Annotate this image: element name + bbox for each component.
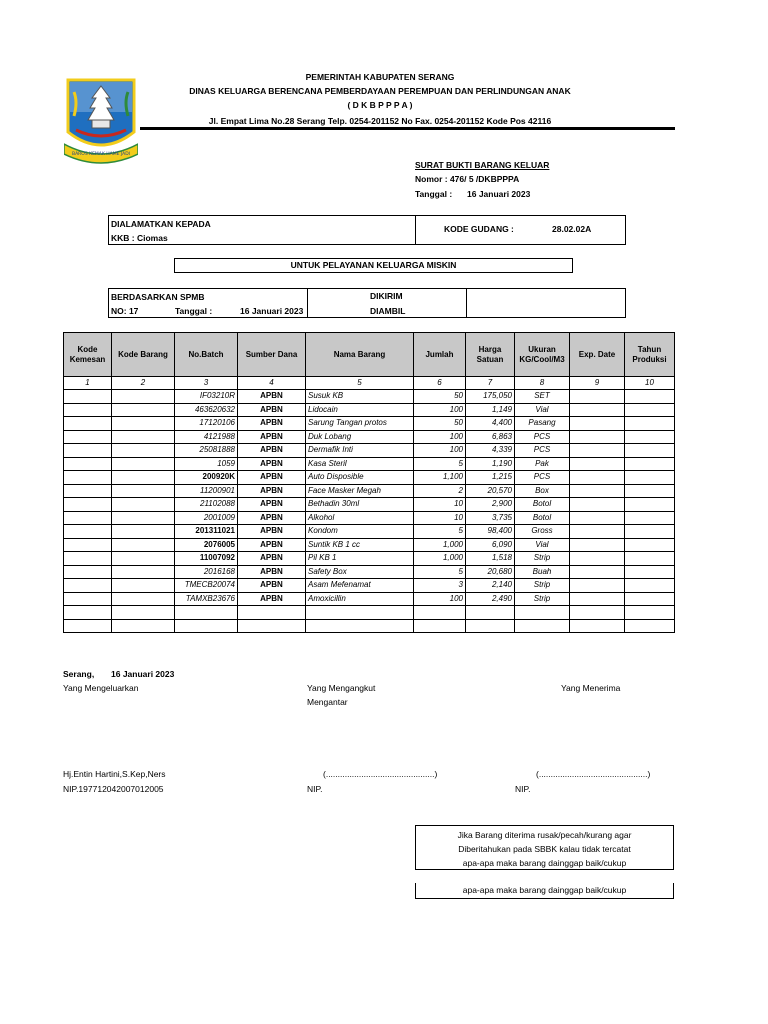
cell-harga-satuan: 2,900 xyxy=(466,498,515,512)
cell-ukuran: PCS xyxy=(515,444,570,458)
cell-nama-barang: Susuk KB xyxy=(306,390,414,404)
cell-kode-kemesan xyxy=(64,457,112,471)
cell-tahun-produksi xyxy=(625,565,675,579)
yang-mengangkut: Yang Mengangkut xyxy=(307,683,376,693)
spmb-divider-2 xyxy=(466,288,467,318)
cell-harga-satuan: 2,490 xyxy=(466,592,515,606)
cell-empty xyxy=(238,606,306,620)
cell-exp-date xyxy=(570,579,625,593)
cell-harga-satuan: 6,863 xyxy=(466,430,515,444)
cell-kode-barang xyxy=(112,525,175,539)
cell-sumber-dana: APBN xyxy=(238,579,306,593)
cell-ukuran: PCS xyxy=(515,430,570,444)
cell-kode-kemesan xyxy=(64,417,112,431)
items-table xyxy=(63,332,675,633)
cell-harga-satuan: 4,339 xyxy=(466,444,515,458)
cell-tahun-produksi xyxy=(625,525,675,539)
cell-jumlah: 50 xyxy=(414,417,466,431)
cell-nama-barang: Dermafik Inti xyxy=(306,444,414,458)
cell-kode-kemesan xyxy=(64,403,112,417)
header-line2: DINAS KELUARGA BERENCANA PEMBERDAYAAN PEREMPUAN DAN PERLINDUNGAN ANAK xyxy=(189,86,571,96)
cell-kode-barang xyxy=(112,457,175,471)
cell-empty xyxy=(112,619,175,633)
cell-kode-barang xyxy=(112,592,175,606)
cell-kode-kemesan xyxy=(64,471,112,485)
table-row xyxy=(64,457,675,471)
cell-empty xyxy=(112,606,175,620)
cell-exp-date xyxy=(570,417,625,431)
cell-nama-barang: Asam Mefenamat xyxy=(306,579,414,593)
cell-nama-barang: Alkohol xyxy=(306,511,414,525)
cell-nama-barang: Pil KB 1 xyxy=(306,552,414,566)
spmb-tanggal-label: Tanggal : xyxy=(175,306,213,316)
cell-kode-barang xyxy=(112,511,175,525)
cell-empty xyxy=(466,606,515,620)
cell-jumlah: 100 xyxy=(414,403,466,417)
spmb-divider-1 xyxy=(307,288,308,318)
cell-harga-satuan: 175,050 xyxy=(466,390,515,404)
cell-nama-barang: Kasa Steril xyxy=(306,457,414,471)
cell-ukuran: Buah xyxy=(515,565,570,579)
cell-kode-kemesan xyxy=(64,484,112,498)
cell-jumlah: 10 xyxy=(414,498,466,512)
cell-ukuran: Botol xyxy=(515,511,570,525)
table-row xyxy=(64,498,675,512)
cell-tahun-produksi xyxy=(625,403,675,417)
cell-empty xyxy=(466,619,515,633)
cell-exp-date xyxy=(570,538,625,552)
cell-jumlah: 5 xyxy=(414,565,466,579)
table-row xyxy=(64,525,675,539)
cell-exp-date xyxy=(570,565,625,579)
table-row xyxy=(64,484,675,498)
cell-kode-barang xyxy=(112,417,175,431)
sign-place: Serang, xyxy=(63,669,95,679)
cell-empty xyxy=(175,619,238,633)
cell-exp-date xyxy=(570,403,625,417)
yang-menerima: Yang Menerima xyxy=(561,683,621,693)
cell-no-batch: 200920K xyxy=(175,471,238,485)
notice-line3: apa-apa maka barang dainggap baik/cukup xyxy=(462,858,627,868)
cell-sumber-dana: APBN xyxy=(238,592,306,606)
cell-jumlah: 1,000 xyxy=(414,552,466,566)
cell-no-batch: 11007092 xyxy=(175,552,238,566)
cell-exp-date xyxy=(570,498,625,512)
table-row xyxy=(64,538,675,552)
cell-empty xyxy=(306,619,414,633)
col-number: 8 xyxy=(515,377,570,390)
cell-nama-barang: Suntik KB 1 cc xyxy=(306,538,414,552)
cell-jumlah: 50 xyxy=(414,390,466,404)
cell-nama-barang: Bethadin 30ml xyxy=(306,498,414,512)
cell-jumlah: 100 xyxy=(414,592,466,606)
cell-jumlah: 3 xyxy=(414,579,466,593)
cell-kode-barang xyxy=(112,552,175,566)
table-row-empty xyxy=(64,619,675,633)
cell-nama-barang: Lidocain xyxy=(306,403,414,417)
cell-empty xyxy=(570,619,625,633)
receiver-dots: (..............................................) xyxy=(536,769,651,779)
sign-date: 16 Januari 2023 xyxy=(111,669,175,679)
col-number: 10 xyxy=(625,377,675,390)
col-number: 9 xyxy=(570,377,625,390)
cell-jumlah: 5 xyxy=(414,525,466,539)
cell-exp-date xyxy=(570,525,625,539)
cell-harga-satuan: 20,570 xyxy=(466,484,515,498)
cell-ukuran: Strip xyxy=(515,552,570,566)
cell-empty xyxy=(570,606,625,620)
cell-jumlah: 10 xyxy=(414,511,466,525)
col-header-sumber-dana: Sumber Dana xyxy=(238,333,306,377)
table-row xyxy=(64,579,675,593)
notice-box xyxy=(415,825,674,870)
cell-empty xyxy=(414,619,466,633)
kode-gudang-label: KODE GUDANG : xyxy=(444,224,514,234)
yang-mengeluarkan: Yang Mengeluarkan xyxy=(63,683,139,693)
cell-harga-satuan: 3,735 xyxy=(466,511,515,525)
cell-harga-satuan: 98,400 xyxy=(466,525,515,539)
cell-nama-barang: Safety Box xyxy=(306,565,414,579)
cell-sumber-dana: APBN xyxy=(238,471,306,485)
col-number: 7 xyxy=(466,377,515,390)
cell-kode-kemesan xyxy=(64,511,112,525)
table-row xyxy=(64,471,675,485)
cell-sumber-dana: APBN xyxy=(238,403,306,417)
cell-exp-date xyxy=(570,552,625,566)
cell-kode-kemesan xyxy=(64,390,112,404)
cell-sumber-dana: APBN xyxy=(238,538,306,552)
header-line3: ( D K B P P P A ) xyxy=(347,100,413,110)
table-row xyxy=(64,592,675,606)
cell-kode-barang xyxy=(112,538,175,552)
cell-tahun-produksi xyxy=(625,430,675,444)
header-divider xyxy=(140,127,675,130)
cell-ukuran: Vial xyxy=(515,403,570,417)
cell-harga-satuan: 2,140 xyxy=(466,579,515,593)
cell-empty xyxy=(414,606,466,620)
cell-exp-date xyxy=(570,444,625,458)
cell-harga-satuan: 1,149 xyxy=(466,403,515,417)
cell-nama-barang: Kondom xyxy=(306,525,414,539)
cell-sumber-dana: APBN xyxy=(238,430,306,444)
col-number: 5 xyxy=(306,377,414,390)
cell-nama-barang: Sarung Tangan protos xyxy=(306,417,414,431)
signatory-name: Hj.Entin Hartini,S.Kep,Ners xyxy=(63,769,166,779)
signatory-nip: NIP.197712042007012005 xyxy=(63,784,164,794)
cell-no-batch: TAMXB23676 xyxy=(175,592,238,606)
svg-text:BAROS KEMAK HAME JADI: BAROS KEMAK HAME JADI xyxy=(72,152,130,157)
cell-tahun-produksi xyxy=(625,471,675,485)
col-number: 3 xyxy=(175,377,238,390)
spmb-label: BERDASARKAN SPMB xyxy=(111,292,205,302)
col-number: 2 xyxy=(112,377,175,390)
cell-sumber-dana: APBN xyxy=(238,484,306,498)
cell-no-batch: 463620632 xyxy=(175,403,238,417)
col-header-exp-date: Exp. Date xyxy=(570,333,625,377)
cell-kode-kemesan xyxy=(64,592,112,606)
cell-exp-date xyxy=(570,471,625,485)
mengantar: Mengantar xyxy=(307,697,348,707)
table-row xyxy=(64,390,675,404)
cell-empty xyxy=(625,619,675,633)
cell-harga-satuan: 6,090 xyxy=(466,538,515,552)
cell-harga-satuan: 20,680 xyxy=(466,565,515,579)
header-line1: PEMERINTAH KABUPATEN SERANG xyxy=(305,72,455,82)
cell-ukuran: Strip xyxy=(515,592,570,606)
cell-tahun-produksi xyxy=(625,390,675,404)
cell-no-batch: 21102088 xyxy=(175,498,238,512)
address-kkb: KKB : Ciomas xyxy=(111,233,168,243)
cell-no-batch: 11200901 xyxy=(175,484,238,498)
cell-kode-kemesan xyxy=(64,444,112,458)
cell-ukuran: Strip xyxy=(515,579,570,593)
cell-kode-barang xyxy=(112,390,175,404)
cell-exp-date xyxy=(570,457,625,471)
cell-sumber-dana: APBN xyxy=(238,390,306,404)
cell-tahun-produksi xyxy=(625,592,675,606)
cell-nama-barang: Duk Lobang xyxy=(306,430,414,444)
letter-title: SURAT BUKTI BARANG KELUAR xyxy=(415,160,550,170)
cell-empty xyxy=(64,606,112,620)
col-header-kode-barang: Kode Barang xyxy=(112,333,175,377)
cell-ukuran: Box xyxy=(515,484,570,498)
cell-exp-date xyxy=(570,484,625,498)
carrier-nip: NIP. xyxy=(307,784,323,794)
spmb-tanggal-value: 16 Januari 2023 xyxy=(240,306,304,316)
cell-ukuran: PCS xyxy=(515,471,570,485)
cell-empty xyxy=(175,606,238,620)
col-header-ukuran: Ukuran KG/Cool/M3 xyxy=(515,333,570,377)
cell-ukuran: Vial xyxy=(515,538,570,552)
cell-kode-kemesan xyxy=(64,579,112,593)
cell-kode-barang xyxy=(112,484,175,498)
cell-empty xyxy=(515,606,570,620)
cell-kode-kemesan xyxy=(64,498,112,512)
cell-sumber-dana: APBN xyxy=(238,417,306,431)
cell-kode-barang xyxy=(112,498,175,512)
cell-jumlah: 2 xyxy=(414,484,466,498)
cell-no-batch: 1059 xyxy=(175,457,238,471)
notice-box-2: apa-apa maka barang dainggap baik/cukup xyxy=(415,883,674,899)
cell-tahun-produksi xyxy=(625,538,675,552)
cell-harga-satuan: 1,215 xyxy=(466,471,515,485)
spmb-dikirim: DIKIRIM xyxy=(370,291,403,301)
cell-kode-barang xyxy=(112,565,175,579)
cell-no-batch: 2016168 xyxy=(175,565,238,579)
notice-line2: Diberitahukan pada SBBK kalau tidak tercatat xyxy=(458,844,631,854)
cell-sumber-dana: APBN xyxy=(238,498,306,512)
table-row xyxy=(64,444,675,458)
cell-exp-date xyxy=(570,390,625,404)
cell-kode-barang xyxy=(112,403,175,417)
cell-jumlah: 1,100 xyxy=(414,471,466,485)
cell-no-batch: 201311021 xyxy=(175,525,238,539)
cell-exp-date xyxy=(570,430,625,444)
cell-tahun-produksi xyxy=(625,444,675,458)
receiver-nip: NIP. xyxy=(515,784,531,794)
cell-no-batch: 2076005 xyxy=(175,538,238,552)
cell-kode-barang xyxy=(112,579,175,593)
cell-kode-kemesan xyxy=(64,538,112,552)
cell-empty xyxy=(64,619,112,633)
cell-no-batch: 2001009 xyxy=(175,511,238,525)
kode-gudang-value: 28.02.02A xyxy=(552,224,592,234)
cell-tahun-produksi xyxy=(625,552,675,566)
cell-harga-satuan: 1,190 xyxy=(466,457,515,471)
spmb-no: NO: 17 xyxy=(111,306,139,316)
cell-no-batch: 4121988 xyxy=(175,430,238,444)
cell-ukuran: SET xyxy=(515,390,570,404)
cell-kode-barang xyxy=(112,430,175,444)
cell-ukuran: Gross xyxy=(515,525,570,539)
banner: UNTUK PELAYANAN KELUARGA MISKIN xyxy=(174,258,573,273)
cell-exp-date xyxy=(570,592,625,606)
cell-tahun-produksi xyxy=(625,511,675,525)
col-header-nama-barang: Nama Barang xyxy=(306,333,414,377)
letter-tanggal-label: Tanggal : xyxy=(415,189,453,199)
table-row xyxy=(64,565,675,579)
cell-tahun-produksi xyxy=(625,484,675,498)
col-header-harga-satuan: Harga Satuan xyxy=(466,333,515,377)
kabupaten-serang-logo xyxy=(64,72,138,170)
cell-empty xyxy=(625,606,675,620)
col-header-no-batch: No.Batch xyxy=(175,333,238,377)
cell-tahun-produksi xyxy=(625,457,675,471)
table-row xyxy=(64,403,675,417)
cell-sumber-dana: APBN xyxy=(238,444,306,458)
cell-no-batch: 25081888 xyxy=(175,444,238,458)
letter-tanggal-value: 16 Januari 2023 xyxy=(467,189,531,199)
cell-empty xyxy=(306,606,414,620)
column-number-row xyxy=(64,377,675,390)
cell-nama-barang: Auto Disposible xyxy=(306,471,414,485)
cell-jumlah: 1,000 xyxy=(414,538,466,552)
cell-ukuran: Pak xyxy=(515,457,570,471)
cell-sumber-dana: APBN xyxy=(238,565,306,579)
col-header-kode-kemesan: Kode Kemesan xyxy=(64,333,112,377)
table-row-empty xyxy=(64,606,675,620)
col-number: 6 xyxy=(414,377,466,390)
cell-sumber-dana: APBN xyxy=(238,457,306,471)
cell-tahun-produksi xyxy=(625,498,675,512)
cell-no-batch: TMECB20074 xyxy=(175,579,238,593)
header-address: Jl. Empat Lima No.28 Serang Telp. 0254-201152 No Fax. 0254-201152 Kode Pos 42116 xyxy=(208,116,552,126)
cell-jumlah: 100 xyxy=(414,430,466,444)
cell-kode-kemesan xyxy=(64,552,112,566)
table-row xyxy=(64,552,675,566)
cell-empty xyxy=(515,619,570,633)
table-row xyxy=(64,417,675,431)
cell-jumlah: 5 xyxy=(414,457,466,471)
carrier-dots: (..............................................) xyxy=(323,769,438,779)
cell-kode-barang xyxy=(112,471,175,485)
notice-box-2-spacer xyxy=(415,883,416,899)
table-row xyxy=(64,430,675,444)
col-header-tahun-produksi: Tahun Produksi xyxy=(625,333,675,377)
cell-tahun-produksi xyxy=(625,417,675,431)
cell-sumber-dana: APBN xyxy=(238,525,306,539)
table-header-row xyxy=(64,333,675,377)
cell-nama-barang: Face Masker Megah xyxy=(306,484,414,498)
spmb-diambil: DIAMBIL xyxy=(370,306,406,316)
cell-nama-barang: Amoxicillin xyxy=(306,592,414,606)
cell-exp-date xyxy=(570,511,625,525)
cell-empty xyxy=(238,619,306,633)
col-header-jumlah: Jumlah xyxy=(414,333,466,377)
col-number: 4 xyxy=(238,377,306,390)
cell-ukuran: Botol xyxy=(515,498,570,512)
cell-harga-satuan: 1,518 xyxy=(466,552,515,566)
cell-ukuran: Pasang xyxy=(515,417,570,431)
cell-kode-kemesan xyxy=(64,430,112,444)
letter-nomor: Nomor : 476/ 5 /DKBPPPA xyxy=(415,174,520,184)
cell-kode-barang xyxy=(112,444,175,458)
cell-no-batch: 17120106 xyxy=(175,417,238,431)
cell-kode-kemesan xyxy=(64,565,112,579)
cell-sumber-dana: APBN xyxy=(238,552,306,566)
cell-tahun-produksi xyxy=(625,579,675,593)
cell-jumlah: 100 xyxy=(414,444,466,458)
address-label: DIALAMATKAN KEPADA xyxy=(111,219,211,229)
cell-sumber-dana: APBN xyxy=(238,511,306,525)
cell-kode-kemesan xyxy=(64,525,112,539)
col-number: 1 xyxy=(64,377,112,390)
cell-no-batch: IF03210R xyxy=(175,390,238,404)
notice-line1: Jika Barang diterima rusak/pecah/kurang agar xyxy=(457,830,632,840)
address-box-divider xyxy=(415,215,416,245)
cell-harga-satuan: 4,400 xyxy=(466,417,515,431)
table-row xyxy=(64,511,675,525)
